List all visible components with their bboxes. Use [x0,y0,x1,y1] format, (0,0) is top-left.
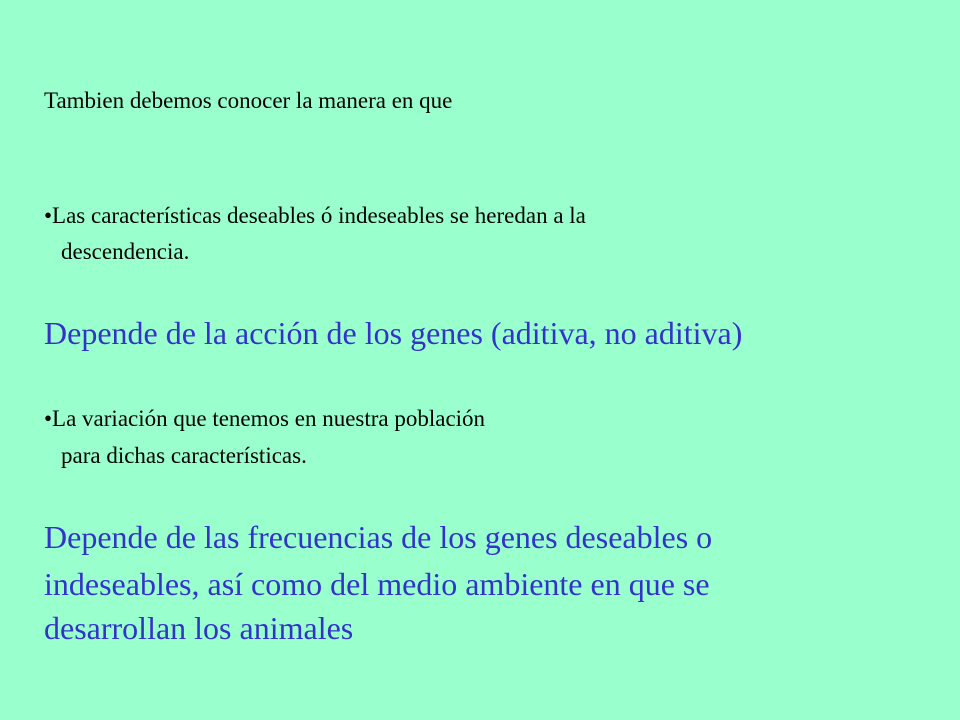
bullet-1-line-2: descendencia. [61,239,190,264]
answer-2-line-2: indeseables, así como del medio ambiente en que se [44,566,710,602]
answer-2-line-3: desarrollan los animales [44,610,354,646]
answer-1-text: Depende de la acción de los genes (aditiva, no aditiva) [44,315,743,351]
bullet-1-line-1: •Las características deseables ó indeseables se heredan a la [44,203,586,228]
bullet-2-line-1: •La variación que tenemos en nuestra población [44,406,486,431]
answer-2-line-1: Depende de las frecuencias de los genes deseables o [44,519,713,555]
intro-text: Tambien debemos conocer la manera en que [44,88,453,113]
bullet-2-line-2: para dichas características. [61,443,307,468]
